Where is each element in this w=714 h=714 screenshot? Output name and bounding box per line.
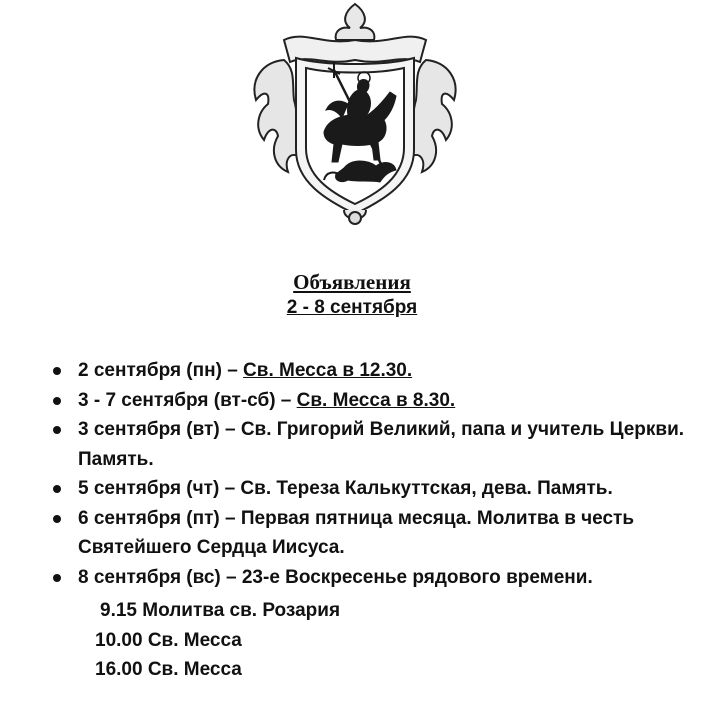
item-text: 5 сентября (чт) – Св. Тереза Калькуттская, дева. Память.: [78, 478, 613, 499]
coat-of-arms: [244, 0, 466, 245]
list-item: [0, 563, 714, 593]
item-text: 2 сентября (пн) –: [78, 360, 244, 381]
sunday-schedule: [0, 596, 714, 685]
schedule-line: 10.00 Св. Месса: [95, 629, 242, 651]
bullet-icon: [53, 397, 61, 405]
bullet-icon: [53, 574, 61, 582]
item-text: 3 - 7 сентября (вт-сб) –: [78, 389, 297, 411]
schedule-line: 16.00 Св. Месса: [95, 659, 242, 680]
bullet-icon: [53, 426, 61, 434]
coat-of-arms-icon: [244, 0, 466, 245]
list-item: [0, 415, 714, 474]
announcement-list: [0, 356, 714, 592]
bullet-icon: [53, 485, 61, 493]
schedule-line: 9.15 Молитва св. Розария: [100, 600, 341, 621]
bullet-icon: [53, 367, 61, 375]
bullet-icon: [53, 515, 61, 523]
list-item: [0, 386, 714, 416]
page-title: Объявления: [293, 270, 411, 294]
list-item: [0, 356, 714, 386]
item-underlined-text: Св. Месса в 12.30.: [243, 360, 413, 381]
announcement-header: [0, 269, 704, 321]
item-text: 3 сентября (вт) – Св. Григорий Великий, папа и учитель Церкви. Память.: [78, 419, 685, 470]
item-text: 6 сентября (пт) – Первая пятница месяца. Молитва в честь Святейшего Сердца Иисуса.: [78, 507, 635, 558]
date-range: 2 - 8 сентября: [286, 297, 418, 318]
item-underlined-text: Св. Месса в 8.30.: [296, 389, 456, 411]
list-item: [0, 504, 714, 563]
list-item: [0, 474, 714, 504]
item-text: 8 сентября (вс) – 23-е Воскресенье рядового времени.: [78, 566, 593, 588]
